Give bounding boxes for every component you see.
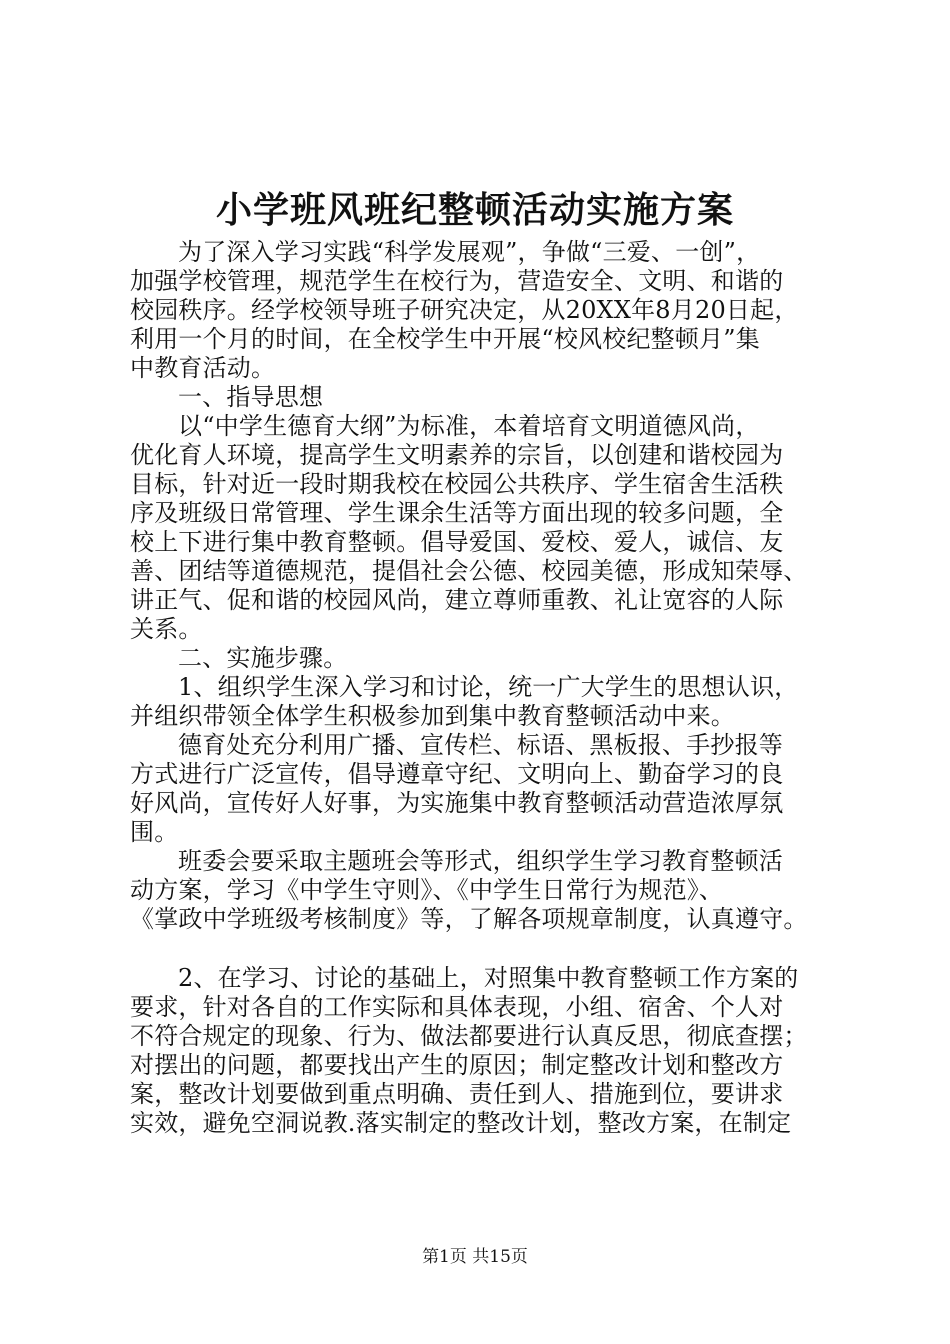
section-heading: 一、指导思想 (178, 383, 324, 411)
paragraph-line: 实效，避免空洞说教.落实制定的整改计划，整改方案，在制定 (130, 1109, 792, 1137)
document-title: 小学班风班纪整顿活动实施方案 (215, 189, 734, 231)
paragraph-line: 围。 (130, 818, 179, 846)
paragraph-line: 案，整改计划要做到重点明确、责任到人、措施到位，要讲求 (130, 1080, 784, 1108)
paragraph-line: 不符合规定的现象、行为、做法都要进行认真反思，彻底查摆； (130, 1022, 808, 1050)
paragraph-line: 好风尚，宣传好人好事，为实施集中教育整顿活动营造浓厚氛 (130, 789, 784, 817)
paragraph-gap (130, 934, 830, 964)
paragraph-line: 善、团结等道德规范，提倡社会公德、校园美德，形成知荣辱、 (130, 557, 808, 585)
paragraph-line: 中教育活动。 (130, 354, 276, 382)
paragraph-line: 动方案，学习《中学生守则》、《中学生日常行为规范》、 (130, 876, 724, 904)
paragraph-line: 加强学校管理，规范学生在校行为，营造安全、文明、和谐的 (130, 267, 784, 295)
paragraph-line: 校上下进行集中教育整顿。倡导爱国、爱校、爱人，诚信、友 (130, 528, 784, 556)
paragraph-line: 优化育人环境，提高学生文明素养的宗旨，以创建和谐校园为 (130, 441, 784, 469)
paragraph-line: 《掌政中学班级考核制度》等，了解各项规章制度，认真遵守。 (130, 905, 808, 933)
paragraph-line: 以“中学生德育大纲”为标准，本着培育文明道德风尚， (178, 412, 760, 440)
paragraph-line: 校园秩序。经学校领导班子研究决定，从20XX年8月20日起， (130, 296, 799, 324)
paragraph-line: 利用一个月的时间，在全校学生中开展“校风校纪整顿月”集 (130, 325, 760, 353)
paragraph-line: 并组织带领全体学生积极参加到集中教育整顿活动中来。 (130, 702, 735, 730)
paragraph-line: 为了深入学习实践“科学发展观”，争做“三爱、一创”， (178, 238, 761, 266)
paragraph-line: 目标，针对近一段时期我校在校园公共秩序、学生宿舍生活秩 (130, 470, 784, 498)
paragraph-line: 要求，针对各自的工作实际和具体表现，小组、宿舍、个人对 (130, 993, 784, 1021)
paragraph-line: 1、组织学生深入学习和讨论，统一广大学生的思想认识， (178, 673, 799, 701)
paragraph-line: 方式进行广泛宣传，倡导遵章守纪、文明向上、勤奋学习的良 (130, 760, 784, 788)
paragraph-line: 序及班级日常管理、学生课余生活等方面出现的较多问题，全 (130, 499, 784, 527)
document-body (130, 238, 830, 1138)
paragraph-line: 班委会要采取主题班会等形式，组织学生学习教育整顿活 (178, 847, 783, 875)
paragraph-line: 2、在学习、讨论的基础上，对照集中教育整顿工作方案的 (178, 964, 799, 992)
section-heading: 二、实施步骤。 (178, 644, 348, 672)
paragraph-line: 德育处充分利用广播、宣传栏、标语、黑板报、手抄报等 (178, 731, 783, 759)
paragraph-line: 对摆出的问题，都要找出产生的原因；制定整改计划和整改方 (130, 1051, 784, 1079)
paragraph-line: 讲正气、促和谐的校园风尚，建立尊师重教、礼让宽容的人际 (130, 586, 784, 614)
page-number: 第1页 共15页 (422, 1247, 528, 1267)
paragraph-line: 关系。 (130, 615, 203, 643)
